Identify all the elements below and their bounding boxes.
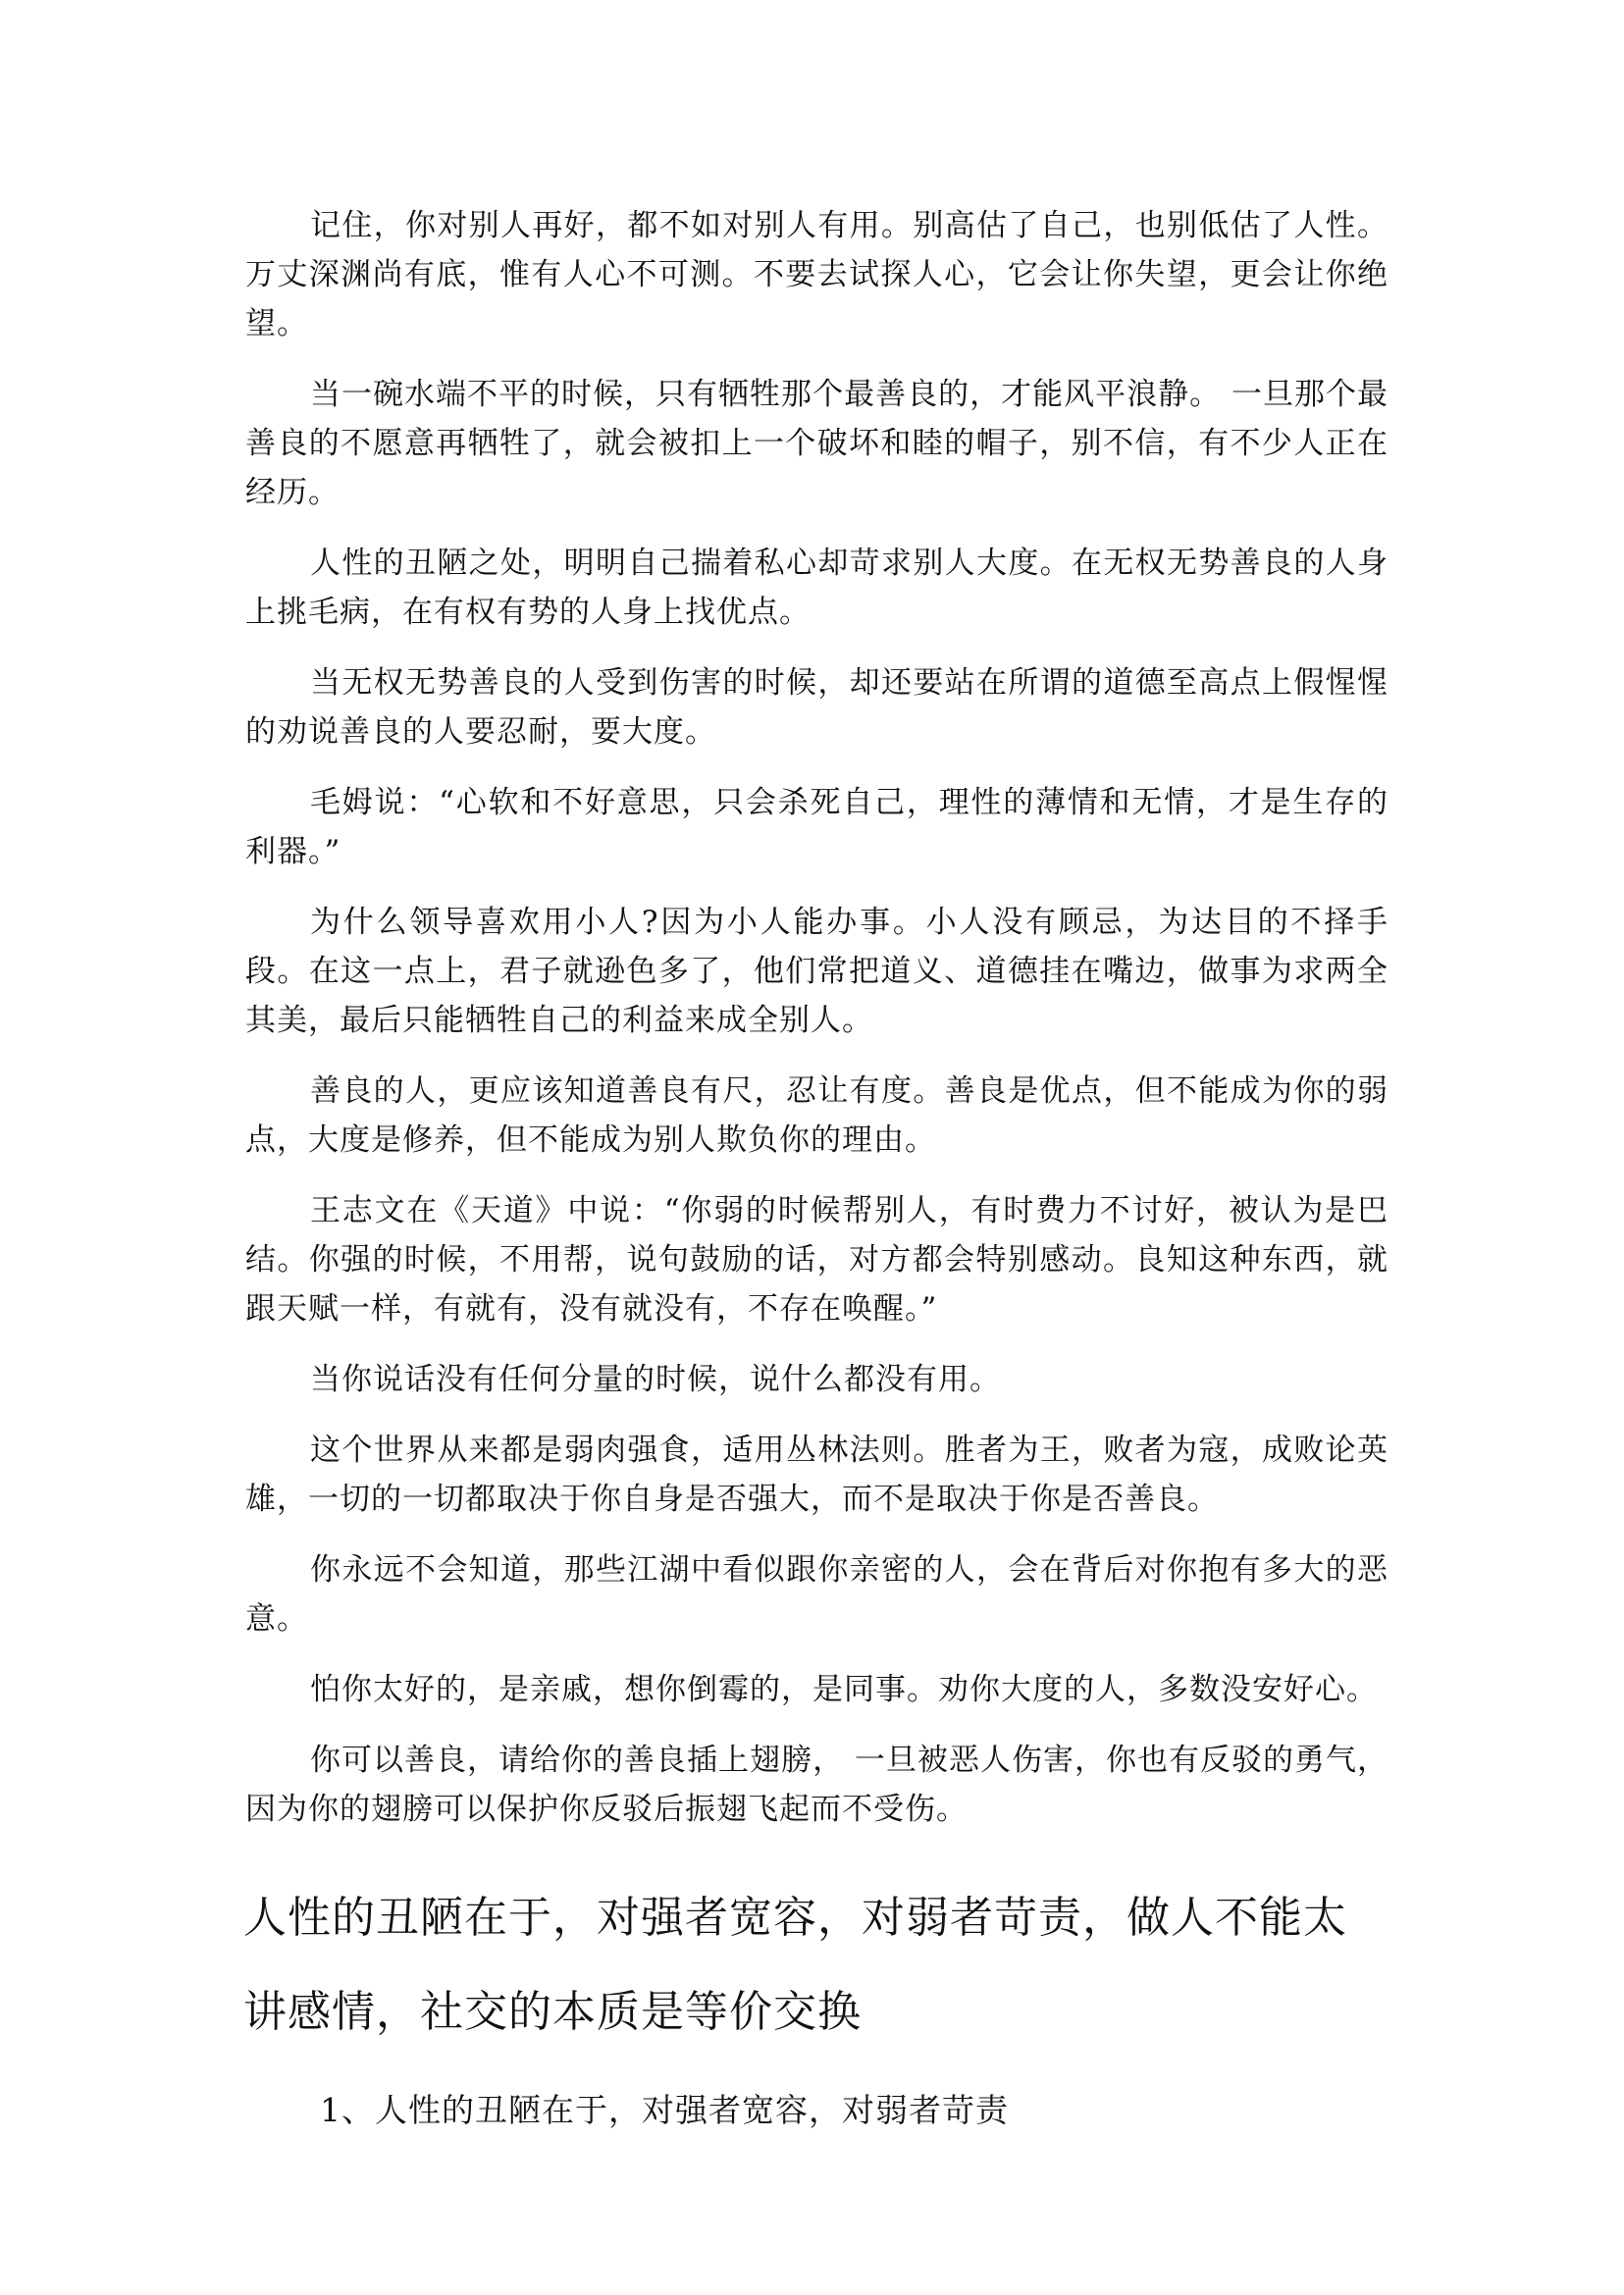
section-heading: 人性的丑陋在于，对强者宽容，对弱者苛责，做人不能太讲感情，社交的本质是等价交换: [243, 1893, 1347, 2037]
paragraph: 这个世界从来都是弱肉强食，适用丛林法则。胜者为王，败者为寇，成败论英雄，一切的一切都取决于你自身是否强大，而不是取决于你是否善良。: [245, 1433, 1388, 1517]
paragraph: 当无权无势善良的人受到伤害的时候，却还要站在所谓的道德至高点上假惺惺的劝说善良的人要忍耐，要大度。: [245, 665, 1388, 750]
paragraph: 当你说话没有任何分量的时候，说什么都没有用。: [310, 1362, 1001, 1397]
paragraph: 你永远不会知道，那些江湖中看似跟你亲密的人，会在背后对你抱有多大的恶意。: [245, 1552, 1388, 1637]
paragraph: 善良的人，更应该知道善良有尺，忍让有度。善良是优点，但不能成为你的弱点，大度是修养，但不能成为别人欺负你的理由。: [245, 1073, 1388, 1158]
paragraph: 怕你太好的，是亲戚，想你倒霉的，是同事。劝你大度的人，多数没安好心。: [310, 1672, 1378, 1707]
paragraph: 当一碗水端不平的时候，只有牺牲那个最善良的，才能风平浪静。 一旦那个最善良的不愿意再牺牲了，就会被扣上一个破坏和睦的帽子，别不信，有不少人正在经历。: [245, 377, 1388, 510]
paragraph: 你可以善良，请给你的善良插上翅膀， 一旦被恶人伤害，你也有反驳的勇气，因为你的翅膀可以保护你反驳后振翅飞起而不受伤。: [245, 1743, 1388, 1827]
paragraph: 王志文在《天道》中说：“你弱的时候帮别人，有时费力不讨好，被认为是巴结。你强的时候，不用帮，说句鼓励的话，对方都会特别感动。良知这种东西，就跟天赋一样，有就有，没有就没有，不存在唤醒。”: [245, 1193, 1388, 1327]
paragraph: 毛姆说：“心软和不好意思，只会杀死自己，理性的薄情和无情，才是生存的利器。”: [245, 785, 1388, 869]
section-subheading: 1、人性的丑陋在于，对强者宽容，对弱者苛责: [320, 2091, 1009, 2129]
paragraph: 为什么领导喜欢用小人?因为小人能办事。小人没有顾忌，为达目的不择手段。在这一点上，君子就逊色多了，他们常把道义、道德挂在嘴边，做事为求两全其美，最后只能牺牲自己的利益来成全别人。: [245, 905, 1388, 1038]
document-body: [245, 201, 1388, 2138]
paragraph: 人性的丑陋之处，明明自己揣着私心却苛求别人大度。在无权无势善良的人身上挑毛病，在有权有势的人身上找优点。: [245, 546, 1388, 630]
paragraph: 记住，你对别人再好，都不如对别人有用。别高估了自己，也别低估了人性。万丈深渊尚有底，惟有人心不可测。不要去试探人心，它会让你失望，更会让你绝望。: [245, 208, 1388, 341]
